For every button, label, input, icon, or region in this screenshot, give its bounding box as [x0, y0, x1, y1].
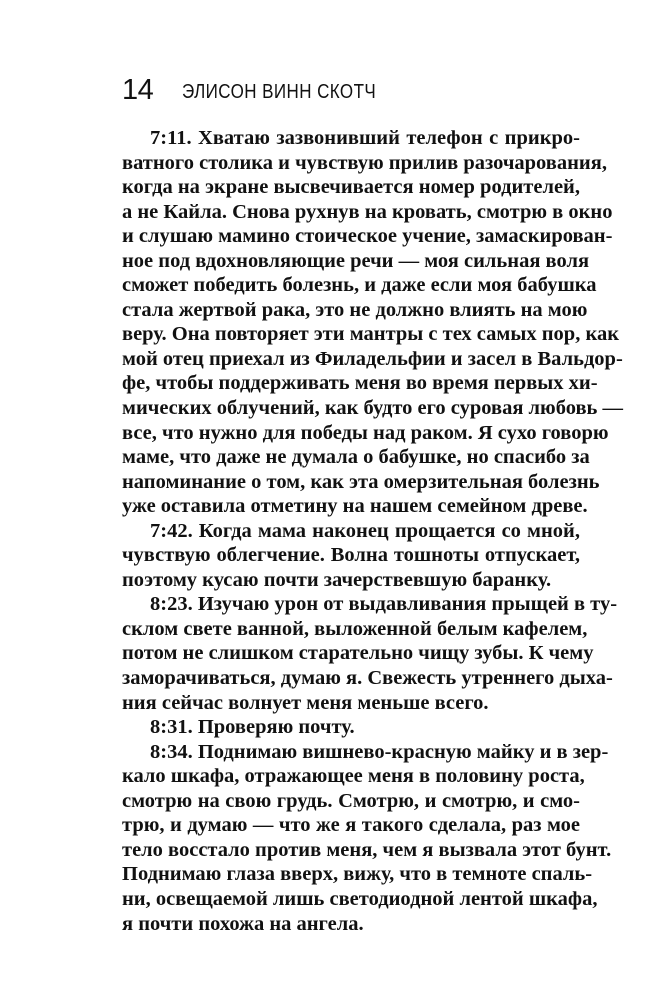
text-line: заморачиваться, думаю я. Свежесть утреннего дыха- — [122, 667, 613, 690]
text-line: когда на экране высвечивается номер родителей, — [122, 176, 580, 199]
paragraph — [122, 715, 580, 740]
text-line: тело восстало против меня, чем я вызвала этот бунт. — [122, 838, 612, 861]
text-line: 8:34. Поднимаю вишнево-красную майку и в зер- — [150, 740, 609, 763]
paragraph — [122, 592, 618, 715]
page-header — [122, 74, 582, 114]
text-line: 8:31. Проверяю почту. — [150, 716, 355, 739]
paragraph — [122, 519, 580, 593]
text-line: ния сейчас волнует меня меньше всего. — [122, 691, 489, 714]
text-line: уже оставила отметину на нашем семейном древе. — [122, 495, 588, 518]
paragraph — [122, 126, 623, 519]
text-line: а не Кайла. Снова рухнув на кровать, смотрю в окно — [122, 200, 613, 223]
text-line: 7:42. Когда мама наконец прощается со мной, — [150, 519, 580, 542]
text-line: трю, и думаю — что же я такого сделала, раз мое — [122, 814, 580, 837]
text-line: ни, освещаемой лишь светодиодной лентой шкафа, — [122, 887, 598, 910]
text-line: и слушаю мамино стоическое учение, замаскирован- — [122, 225, 613, 248]
text-line: стала жертвой рака, это не должно влиять на мою — [122, 298, 588, 321]
text-line: все, что нужно для победы над раком. Я сухо говорю — [122, 421, 609, 444]
running-head: ЭЛИСОН ВИНН СКОТЧ — [182, 81, 377, 103]
text-line: ватного столика и чувствую прилив разочарования, — [122, 151, 607, 174]
body-text — [122, 126, 623, 936]
text-line: сможет победить болезнь, и даже если моя бабушка — [122, 274, 597, 297]
text-line: напоминание о том, как эта омерзительная болезнь — [122, 470, 600, 493]
text-line: чувствую облегчение. Волна тошноты отпускает, — [122, 544, 580, 567]
text-line: потом не слишком старательно чищу зубы. К чему — [122, 642, 594, 665]
text-line: 7:11. Хватаю зазвонивший телефон с прикро- — [150, 127, 580, 149]
text-line: склом свете ванной, выложенной белым кафелем, — [122, 617, 588, 640]
text-line: мических облучений, как будто его суровая любовь — — [122, 397, 623, 420]
text-line: 8:23. Изучаю урон от выдавливания прыщей в ту- — [150, 593, 618, 616]
text-line: Поднимаю глаза вверх, вижу, что в темноте спаль- — [122, 863, 593, 886]
text-line: смотрю на свою грудь. Смотрю, и смотрю, и смо- — [122, 789, 580, 812]
text-line: мой отец приехал из Филадельфии и засел в Вальдор- — [122, 347, 623, 370]
text-line: кало шкафа, отражающее меня в половину роста, — [122, 765, 585, 788]
text-line: я почти похожа на ангела. — [122, 912, 364, 935]
text-line: маме, что даже не думала о бабушке, но спасибо за — [122, 446, 590, 469]
text-line: фе, чтобы поддерживать меня во время первых хи- — [122, 372, 598, 395]
text-line: поэтому кусаю почти зачерствевшую баранку. — [122, 568, 552, 591]
paragraph — [122, 740, 612, 936]
text-line: ное под вдохновляющие речи — моя сильная воля — [122, 249, 590, 272]
text-line: веру. Она повторяет эти мантры с тех самых пор, как — [122, 323, 620, 346]
page-number: 14 — [122, 74, 154, 106]
